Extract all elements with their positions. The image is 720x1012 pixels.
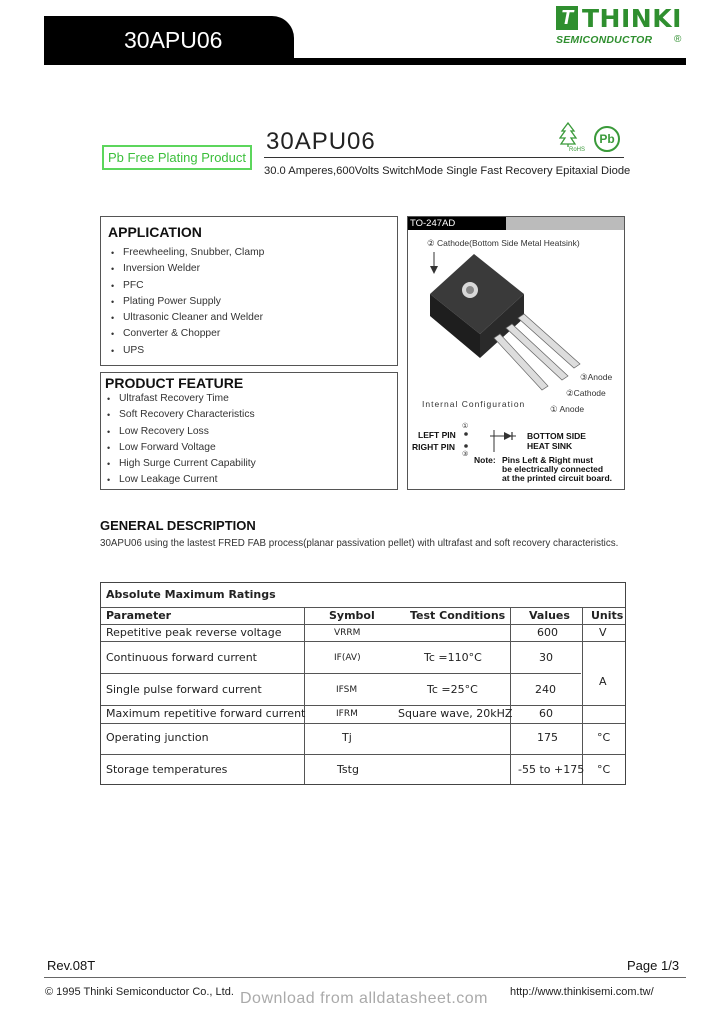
application-heading: APPLICATION xyxy=(108,224,202,240)
package-label-bar xyxy=(506,217,624,230)
table-cell-value: 240 xyxy=(535,683,556,696)
col-header-test-conditions: Test Conditions xyxy=(410,609,506,622)
col-header-parameter: Parameter xyxy=(106,609,172,622)
header-part-tab: 30APU06 xyxy=(44,16,294,65)
list-item: • Low Forward Voltage xyxy=(103,440,256,456)
diode-schematic-icon xyxy=(460,428,530,454)
table-caption: Absolute Maximum Ratings xyxy=(106,588,276,601)
pin2-label: ②Cathode xyxy=(566,388,606,398)
table-cell-parameter: Single pulse forward current xyxy=(106,683,262,696)
list-item: • Ultrasonic Cleaner and Welder xyxy=(107,310,264,326)
ratings-table xyxy=(100,582,626,785)
col-header-symbol: Symbol xyxy=(329,609,375,622)
logo-name: THINKI xyxy=(582,4,682,33)
table-cell-value: 600 xyxy=(537,626,558,639)
list-item: • UPS xyxy=(107,343,264,359)
table-cell-value: 175 xyxy=(537,731,558,744)
list-item: • Soft Recovery Characteristics xyxy=(103,407,256,423)
general-description-text: 30APU06 using the lastest FRED FAB process(planar passivation pellet) with ultrafast and soft recovery characteristics. xyxy=(100,538,619,549)
list-item: • Freewheeling, Snubber, Clamp xyxy=(107,245,264,261)
feature-list xyxy=(103,391,256,489)
right-pin-label: RIGHT PIN xyxy=(412,442,455,452)
note-label: Note: xyxy=(474,455,496,465)
table-cell-unit: °C xyxy=(597,763,611,776)
logo-mark-icon: T xyxy=(556,6,578,30)
table-cell-condition: Tc =110°C xyxy=(424,651,482,664)
note-line: at the printed circuit board. xyxy=(502,473,613,483)
table-cell-parameter: Maximum repetitive forward current xyxy=(106,707,306,720)
heat-sink-label: HEAT SINK xyxy=(527,441,573,451)
table-cell-parameter: Operating junction xyxy=(106,731,209,744)
pin1-label: ① Anode xyxy=(550,404,585,414)
left-pin-number: ① xyxy=(462,423,469,430)
table-cell-condition: Square wave, 20kHZ xyxy=(398,707,513,720)
list-item: • Inversion Welder xyxy=(107,261,264,277)
pin3-label: ③Anode xyxy=(580,372,613,382)
table-cell-condition: Tc =25°C xyxy=(427,683,478,696)
application-box xyxy=(100,216,398,366)
note-line: Pins Left & Right must xyxy=(502,455,594,465)
list-item: • Ultrafast Recovery Time xyxy=(103,391,256,407)
application-list xyxy=(107,245,264,359)
title-rule xyxy=(264,157,624,158)
pb-free-badge: Pb Free Plating Product xyxy=(102,145,252,170)
registered-mark: ® xyxy=(674,34,682,45)
company-logo xyxy=(556,4,686,52)
table-cell-symbol: IF(AV) xyxy=(334,653,361,663)
table-cell-value: 30 xyxy=(539,651,553,664)
col-header-units: Units xyxy=(591,609,624,622)
revision-label: Rev.08T xyxy=(47,958,96,973)
website-link[interactable]: http://www.thinkisemi.com.tw/ xyxy=(510,986,654,998)
pb-free-icon: Pb xyxy=(594,126,620,152)
internal-config-label: Internal Configuration xyxy=(422,399,526,409)
copyright-text: © 1995 Thinki Semiconductor Co., Ltd. xyxy=(45,986,234,998)
table-cell-symbol: IFRM xyxy=(336,709,358,719)
rohs-label: RoHS xyxy=(569,147,586,152)
table-cell-parameter: Repetitive peak reverse voltage xyxy=(106,626,282,639)
table-cell-value: 60 xyxy=(539,707,553,720)
bottom-side-label: BOTTOM SIDE xyxy=(527,431,586,441)
table-cell-parameter: Storage temperatures xyxy=(106,763,228,776)
note-line: be electrically connected xyxy=(502,464,604,474)
package-label: TO-247AD xyxy=(408,217,506,230)
table-cell-symbol: Tstg xyxy=(337,763,359,776)
download-watermark: Download from alldatasheet.com xyxy=(240,990,489,1007)
left-pin-label: LEFT PIN xyxy=(418,430,456,440)
table-cell-parameter: Continuous forward current xyxy=(106,651,257,664)
table-cell-unit-merged: A xyxy=(599,675,607,688)
table-cell-unit: V xyxy=(599,626,607,639)
col-header-values: Values xyxy=(529,609,570,622)
page-number: Page 1/3 xyxy=(627,958,680,973)
product-feature-box xyxy=(100,372,398,490)
general-description-heading: GENERAL DESCRIPTION xyxy=(100,518,256,533)
table-cell-symbol: IFSM xyxy=(336,685,358,695)
table-cell-symbol: Tj xyxy=(342,731,352,744)
list-item: • Plating Power Supply xyxy=(107,294,264,310)
logo-subtitle: SEMICONDUCTOR xyxy=(556,34,653,46)
list-item: • Low Leakage Current xyxy=(103,472,256,488)
list-item: • PFC xyxy=(107,278,264,294)
part-subtitle: 30.0 Amperes,600Volts SwitchMode Single Fast Recovery Epitaxial Diode xyxy=(264,165,631,177)
feature-heading: PRODUCT FEATURE xyxy=(105,375,244,391)
table-cell-value: -55 to +175 xyxy=(518,763,585,776)
cathode-note: ② Cathode(Bottom Side Metal Heatsink) xyxy=(427,238,580,248)
footer-rule xyxy=(44,977,686,978)
part-title: 30APU06 xyxy=(266,128,376,155)
list-item: • Converter & Chopper xyxy=(107,326,264,342)
right-pin-number: ③ xyxy=(462,451,469,458)
list-item: • High Surge Current Capability xyxy=(103,456,256,472)
table-cell-symbol: VRRM xyxy=(334,628,361,638)
rohs-tree-icon xyxy=(559,122,587,152)
table-cell-unit: °C xyxy=(597,731,611,744)
list-item: • Low Recovery Loss xyxy=(103,424,256,440)
